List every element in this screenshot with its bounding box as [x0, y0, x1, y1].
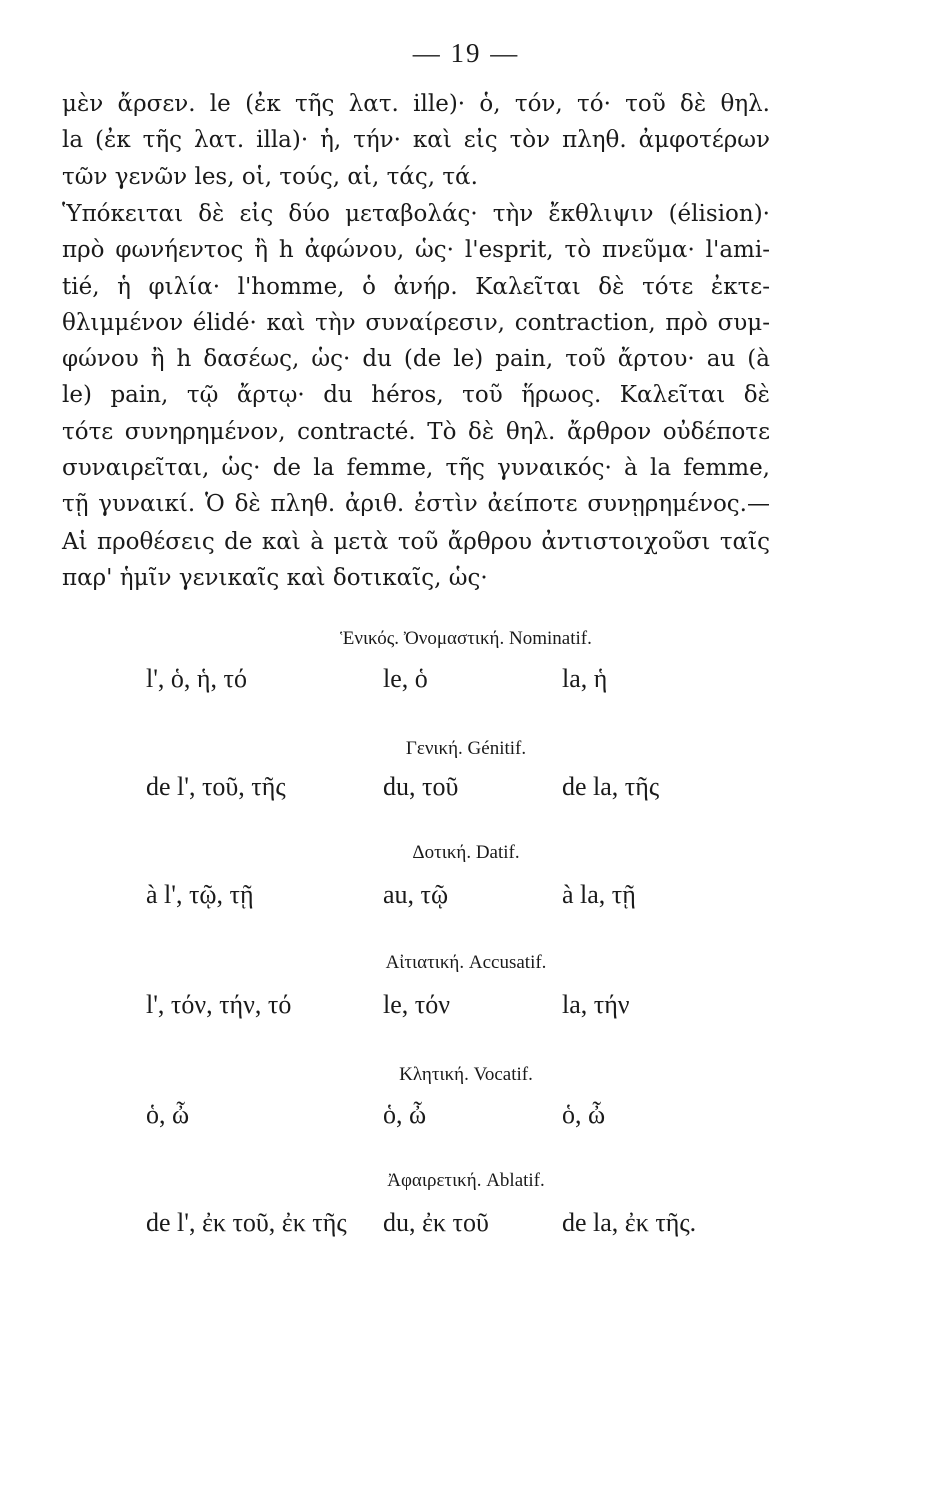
- form-elided: de l', ἐκ τοῦ, ἐκ τῆς: [146, 1208, 347, 1237]
- case-title-vocative: Κλητική. Vocatif.: [399, 1064, 533, 1085]
- case-title-genitive: Γενική. Génitif.: [405, 738, 527, 759]
- form-feminine: à la, τῇ: [562, 880, 636, 909]
- text-line: Αἱ προθέσεις de καὶ à μετὰ τοῦ ἄρθρου ἀντιστοιχοῦσι ταῖς: [62, 529, 770, 555]
- text-line: le) pain, τῷ ἄρτῳ· du héros, τοῦ ἥρωος. Καλεῖται δὲ: [62, 382, 770, 409]
- text-line: τῶν γενῶν les, οἱ, τούς, αἱ, τάς, τά.: [62, 163, 478, 190]
- paragraph-elision-contraction: [62, 196, 770, 523]
- text-line: τότε συνηρημένον, contracté. Τὸ δὲ θηλ. ἄρθρον οὐδέποτε: [62, 418, 770, 445]
- form-elided: l', τόν, τήν, τό: [146, 990, 292, 1019]
- paragraph-prepositions: [62, 524, 770, 597]
- form-masculine: du, ἐκ τοῦ: [383, 1208, 489, 1237]
- case-row-vocative: [0, 1100, 932, 1140]
- text-line: συναιρεῖται, ὡς· de la femme, τῆς γυναικός· à la femme,: [62, 455, 770, 482]
- text-line: la (ἐκ τῆς λατ. illa)· ἡ, τήν· καὶ εἰς τὸν πληθ. ἀμφοτέρων: [62, 127, 770, 154]
- form-masculine: ὁ, ὦ: [383, 1100, 427, 1129]
- form-elided: de l', τοῦ, τῆς: [146, 772, 286, 801]
- form-feminine: la, ἡ: [562, 664, 608, 693]
- case-row-dative: [0, 880, 932, 920]
- case-title-ablative: Ἀφαιρετική. Ablatif.: [387, 1170, 545, 1191]
- case-row-genitive: [0, 772, 932, 812]
- form-elided: à l', τῷ, τῇ: [146, 880, 254, 909]
- form-elided: l', ὁ, ἡ, τό: [146, 664, 247, 693]
- form-feminine: de la, ἐκ τῆς.: [562, 1208, 697, 1237]
- form-feminine: la, τήν: [562, 990, 630, 1019]
- text-line: παρ' ἡμῖν γενικαῖς καὶ δοτικαῖς, ὡς·: [62, 565, 488, 592]
- form-masculine: du, τοῦ: [383, 772, 459, 801]
- case-row-nominative: [0, 664, 932, 704]
- case-row-ablative: [0, 1208, 932, 1248]
- text-line: φώνου ἢ h δασέως, ὡς· du (de le) pain, τοῦ ἄρτου· au (à: [62, 346, 770, 373]
- case-row-accusative: [0, 990, 932, 1030]
- form-masculine: au, τῷ: [383, 880, 449, 909]
- case-title-dative: Δοτική. Datif.: [412, 842, 520, 863]
- case-title-nominative: Ἑνικός. Ὀνομαστική. Nominatif.: [340, 628, 592, 649]
- paragraph-article-forms: [62, 86, 770, 195]
- text-line: πρὸ φωνήεντος ἢ h ἀφώνου, ὡς· l'esprit, τὸ πνεῦμα· l'ami-: [62, 237, 770, 264]
- form-feminine: de la, τῆς: [562, 772, 660, 801]
- page-number: — 19 —: [412, 38, 520, 68]
- case-title-accusative: Αἰτιατική. Accusatif.: [385, 952, 547, 973]
- form-masculine: le, τόν: [383, 990, 450, 1019]
- text-line: θλιμμένον élidé· καὶ τὴν συναίρεσιν, contraction, πρὸ συμ-: [62, 309, 770, 336]
- text-line: tié, ἡ φιλία· l'homme, ὁ ἀνήρ. Καλεῖται δὲ τότε ἐκτε-: [62, 273, 770, 300]
- form-elided: ὁ, ὦ: [146, 1100, 190, 1129]
- form-masculine: le, ὁ: [383, 664, 428, 693]
- text-line: μὲν ἄρσεν. le (ἐκ τῆς λατ. ille)· ὁ, τόν, τό· τοῦ δὲ θηλ.: [62, 91, 770, 117]
- text-line: Ὑπόκειται δὲ εἰς δύο μεταβολάς· τὴν ἔκθλιψιν (élision)·: [62, 201, 770, 227]
- form-feminine: ὁ, ὦ: [562, 1100, 606, 1129]
- text-line: τῇ γυναικί. Ὁ δὲ πληθ. ἀριθ. ἐστὶν ἀείποτε συνῃρημένος.—: [62, 491, 770, 518]
